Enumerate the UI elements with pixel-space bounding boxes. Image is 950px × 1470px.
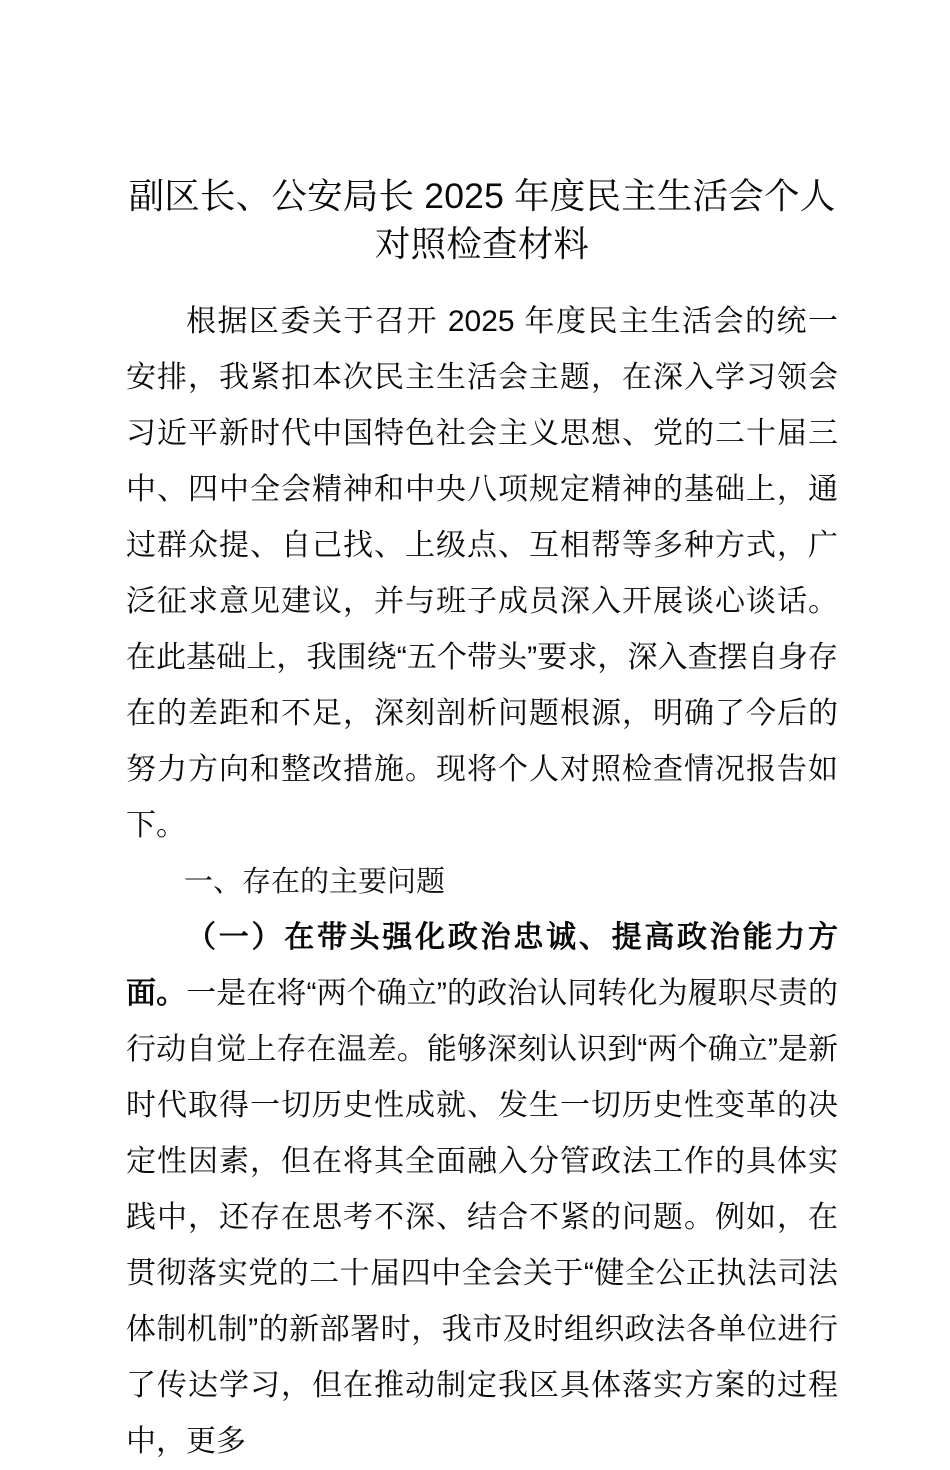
subsection-one-body-text: 一是在将“两个确立”的政治认同转化为履职尽责的行动自觉上存在温差。能够深刻认识到“两个确立”是新时代取得一切历史性成就、发生一切历史性变革的决定性因素，但在将其全面融入分管政法工作的具体实践中，还存在思考不深、结合不紧的问题。例如，在贯彻落实党的二十届四中全会关于“健全公正执法司法体制机制”的新部署时，我市及时组织政法各单位进行了传达学习，但在推动制定我区具体落实方案的过程中，更多	[126, 977, 838, 1458]
page-title: 副区长、公安局长 2025 年度民主生活会个人对照检查材料	[128, 176, 836, 264]
intro-paragraph: 根据区委关于召开 2025 年度民主生活会的统一安排，我紧扣本次民主生活会主题，在深入学习领会习近平新时代中国特色社会主义思想、党的二十届三中、四中全会精神和中央八项规定精神的基础上，通过群众提、自己找、上级点、互相帮等多种方式，广泛征求意见建议，并与班子成员深入开展谈心谈话。在此基础上，我围绕“五个带头”要求，深入查摆自身存在的差距和不足，深刻剖析问题根源，明确了今后的努力方向和整改措施。现将个人对照检查情况报告如下。	[126, 305, 838, 842]
section-heading-one: 一、存在的主要问题	[184, 866, 446, 898]
document-content	[126, 172, 838, 1470]
subsection-one-paragraph	[126, 910, 838, 1470]
subsection-one-bold-lead: （一）在带头强化政治忠诚、提高政治能力方面。	[126, 921, 838, 1010]
